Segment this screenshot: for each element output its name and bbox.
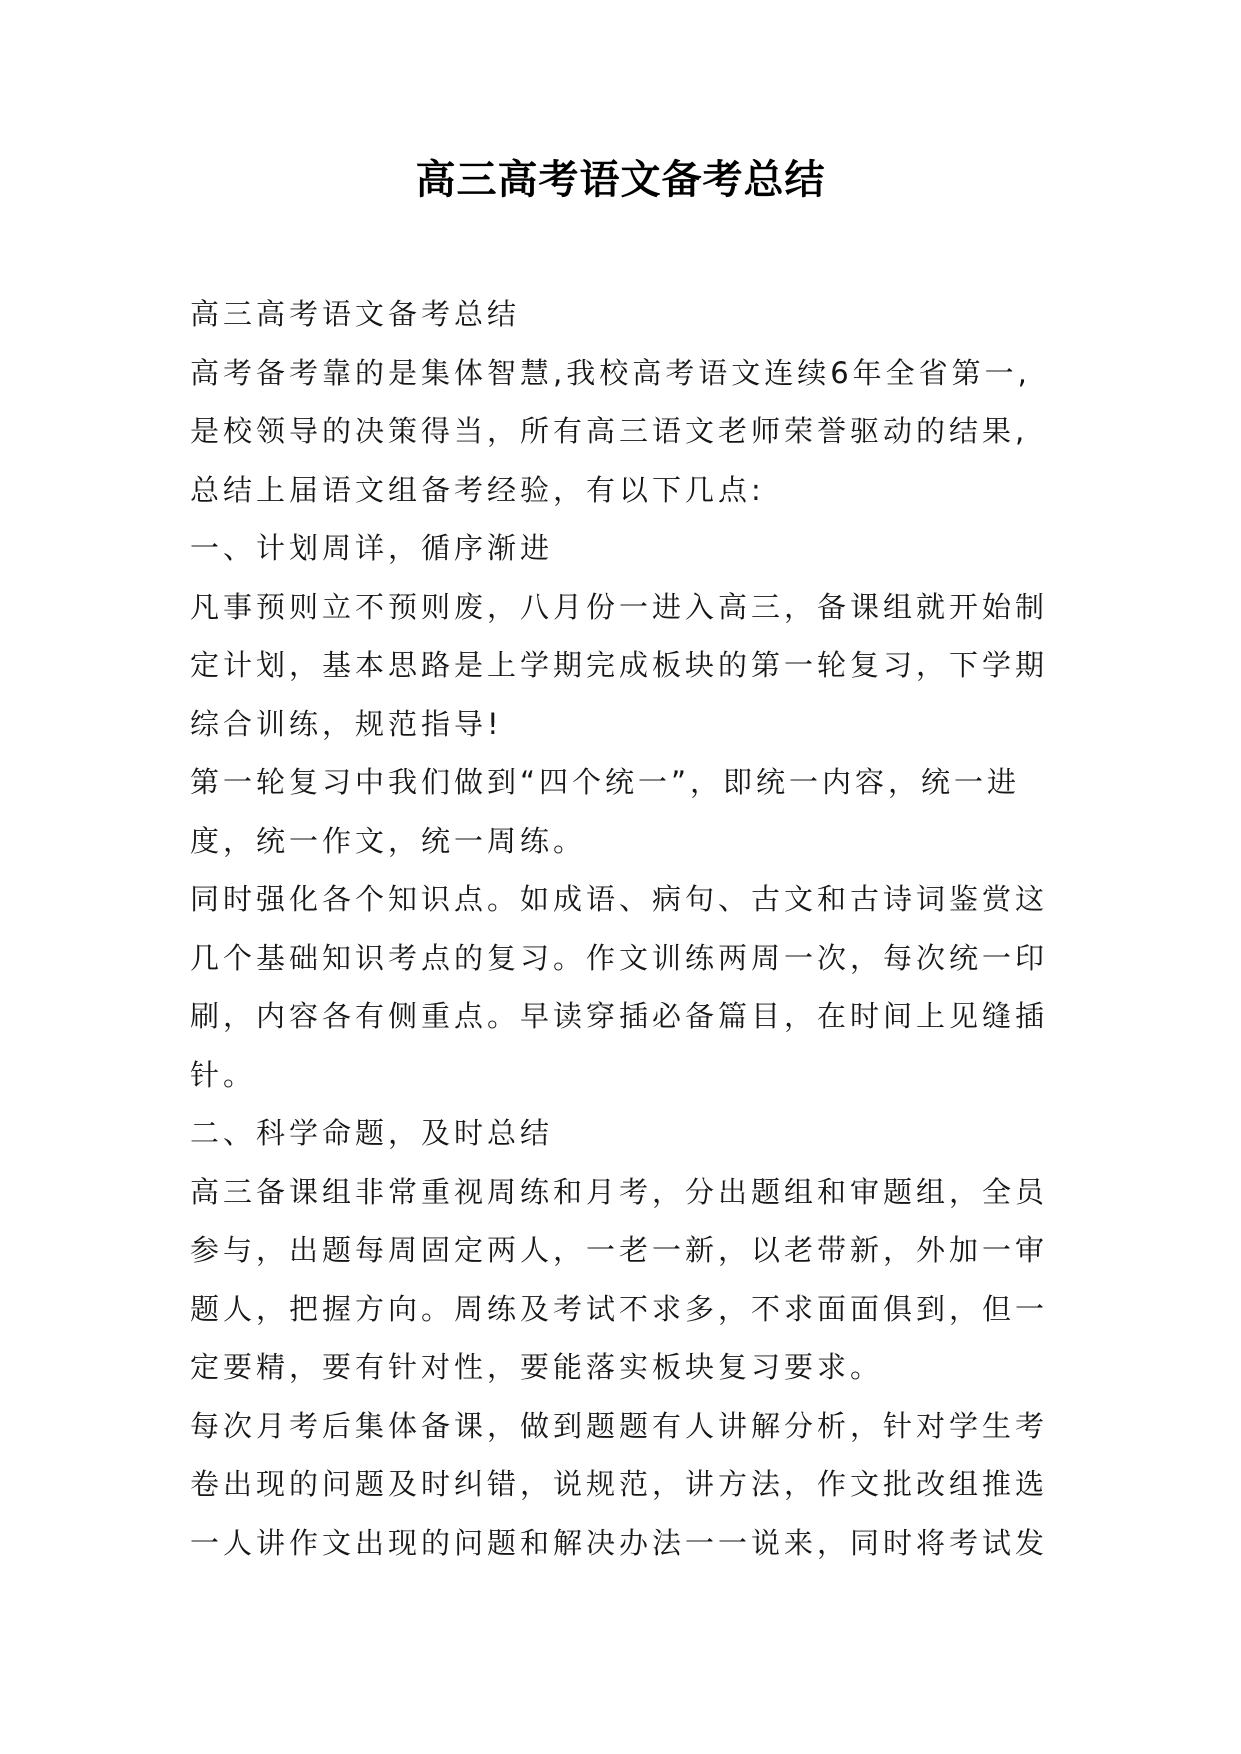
body-line: 参与，出题每周固定两人，一老一新，以老带新，外加一审	[190, 1233, 1049, 1267]
section-heading: 一、计划周详，循序渐进	[190, 531, 554, 565]
body-line: 是校领导的决策得当，所有高三语文老师荣誉驱动的结果,	[190, 414, 1029, 448]
body-line: 高三高考语文备考总结	[190, 297, 521, 331]
body-line: 同时强化各个知识点。如成语、病句、古文和古诗词鉴赏这	[190, 882, 1049, 916]
body-line: 定要精，要有针对性，要能落实板块复习要求。	[190, 1350, 884, 1384]
document-title: 高三高考语文备考总结	[415, 156, 826, 203]
body-line: 综合训练，规范指导!	[190, 706, 503, 741]
body-line: 几个基础知识考点的复习。作文训练两周一次，每次统一印	[190, 940, 1049, 975]
body-line: 第一轮复习中我们做到“四个统一”，即统一内容，统一进	[190, 765, 1021, 799]
body-line: 一人讲作文出现的问题和解决办法一一说来，同时将考试发	[190, 1525, 1049, 1560]
document-body	[190, 285, 1070, 1572]
section-heading: 二、科学命题，及时总结	[190, 1116, 554, 1150]
body-line: 题人，把握方向。周练及考试不求多，不求面面俱到，但一	[190, 1291, 1049, 1326]
body-line: 每次月考后集体备课，做到题题有人讲解分析，针对学生考	[190, 1408, 1049, 1443]
body-line: 高三备课组非常重视周练和月考，分出题组和审题组，全员	[190, 1174, 1049, 1209]
body-line: 度，统一作文，统一周练。	[190, 823, 587, 858]
body-line: 刷，内容各有侧重点。早读穿插必备篇目，在时间上见缝插	[190, 999, 1049, 1033]
body-line: 凡事预则立不预则废，八月份一进入高三，备课组就开始制	[190, 589, 1049, 624]
body-line: 高考备考靠的是集体智慧,我校高考语文连续6年全省第一,	[190, 355, 1031, 390]
body-line: 定计划，基本思路是上学期完成板块的第一轮复习，下学期	[190, 648, 1049, 682]
body-line: 卷出现的问题及时纠错，说规范，讲方法，作文批改组推选	[190, 1467, 1049, 1501]
body-line: 总结上届语文组备考经验，有以下几点:	[190, 472, 765, 507]
body-line: 针。	[190, 1057, 257, 1092]
